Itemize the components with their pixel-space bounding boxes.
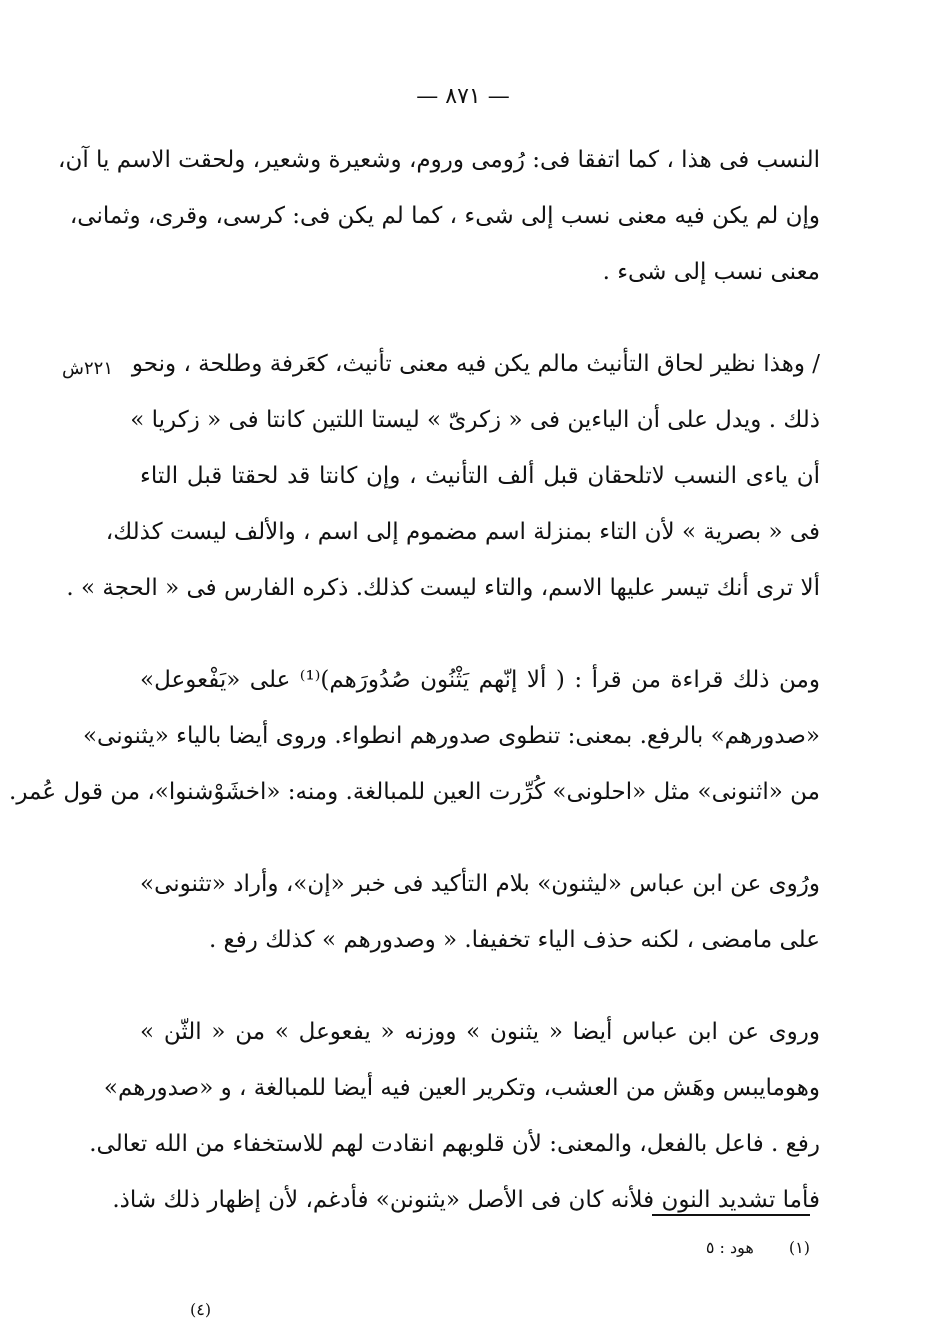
footnote-text: هود : ٥ bbox=[705, 1238, 754, 1257]
text-line: / وهذا نظير لحاق التأنيث مالم يكن فيه معنى تأنيث، كعَرفة وطلحة ، ونحو bbox=[131, 351, 820, 377]
paragraph-4 bbox=[140, 856, 820, 968]
paragraph-5 bbox=[89, 1004, 820, 1228]
text-line: وهومايبس وهَش من العشب، وتكرير العين فيه أيضا للمبالغة ، و «صدورهم» bbox=[103, 1075, 820, 1101]
text-line: النسب فى هذا ، كما اتفقا فى: رُومى وروم، وشعيرة وشعير، ولحقت الاسم يا آن، bbox=[58, 147, 820, 173]
margin-note: ٢٢١ش bbox=[62, 358, 113, 379]
text-line: على مامضى ، لكنه حذف الياء تخفيفا. « وصدورهم » كذلك رفع . bbox=[208, 927, 820, 953]
text-line: فى « بصرية » لأن التاء بمنزلة اسم مضموم إلى اسم ، والألف ليست كذلك، bbox=[105, 519, 820, 545]
text-line: من «اثنونى» مثل «احلونى» كُرِّرت العين للمبالغة. ومنه: «اخشَوْشنوا»، من قول عُمر. bbox=[9, 779, 820, 805]
text-line: ومن ذلك قراءة من قرأ : ( ألا إنّهم يَثْنُون صُدُورَهم)⁽¹⁾ على «يَفْعوعل» bbox=[140, 667, 820, 693]
signature-mark: (٤) bbox=[190, 1300, 212, 1319]
text-line: فأما تشديد النون فلأنه كان فى الأصل «يثنونن» فأدغم، لأن إظهار ذلك شاذ. bbox=[112, 1187, 820, 1213]
text-line: وروى عن ابن عباس أيضا « يثنون » ووزنه « يفعوعل » من « الثّن » bbox=[140, 1019, 820, 1045]
footnote-marker: (١) bbox=[788, 1238, 810, 1257]
text-line: «صدورهم» بالرفع. بمعنى: تنطوى صدورهم انطواء. وروى أيضا بالياء «يثنونى» bbox=[82, 723, 820, 749]
page-number: — ٨٧١ — bbox=[416, 84, 510, 109]
footnote bbox=[560, 1238, 810, 1257]
text-line: ذلك . ويدل على أن الياءين فى « زكرىّ » ليستا اللتين كانتا فى « زكريا » bbox=[130, 407, 820, 433]
text-line: أن ياءى النسب لاتلحقان قبل ألف التأنيث ، وإن كانتا قد لحقتا قبل التاء bbox=[140, 463, 820, 489]
paragraph-3 bbox=[9, 652, 820, 820]
text-line: وإن لم يكن فيه معنى نسب إلى شىء ، كما لم يكن فى: كرسى، وقرى، وثمانى، bbox=[69, 203, 820, 229]
text-line: ألا ترى أنك تيسر عليها الاسم، والتاء ليست كذلك. ذكره الفارس فى « الحجة » . bbox=[66, 575, 820, 601]
text-line: معنى نسب إلى شىء . bbox=[602, 259, 820, 285]
footnote-divider bbox=[652, 1214, 810, 1216]
text-line: رفع . فاعل بالفعل، والمعنى: لأن قلوبهم انقادت لهم للاستخفاء من الله تعالى. bbox=[89, 1131, 820, 1157]
paragraph-1 bbox=[58, 132, 820, 300]
text-line: ورُوى عن ابن عباس «ليثنون» بلام التأكيد فى خبر «إن»، وأراد «تثنونى» bbox=[140, 871, 820, 897]
